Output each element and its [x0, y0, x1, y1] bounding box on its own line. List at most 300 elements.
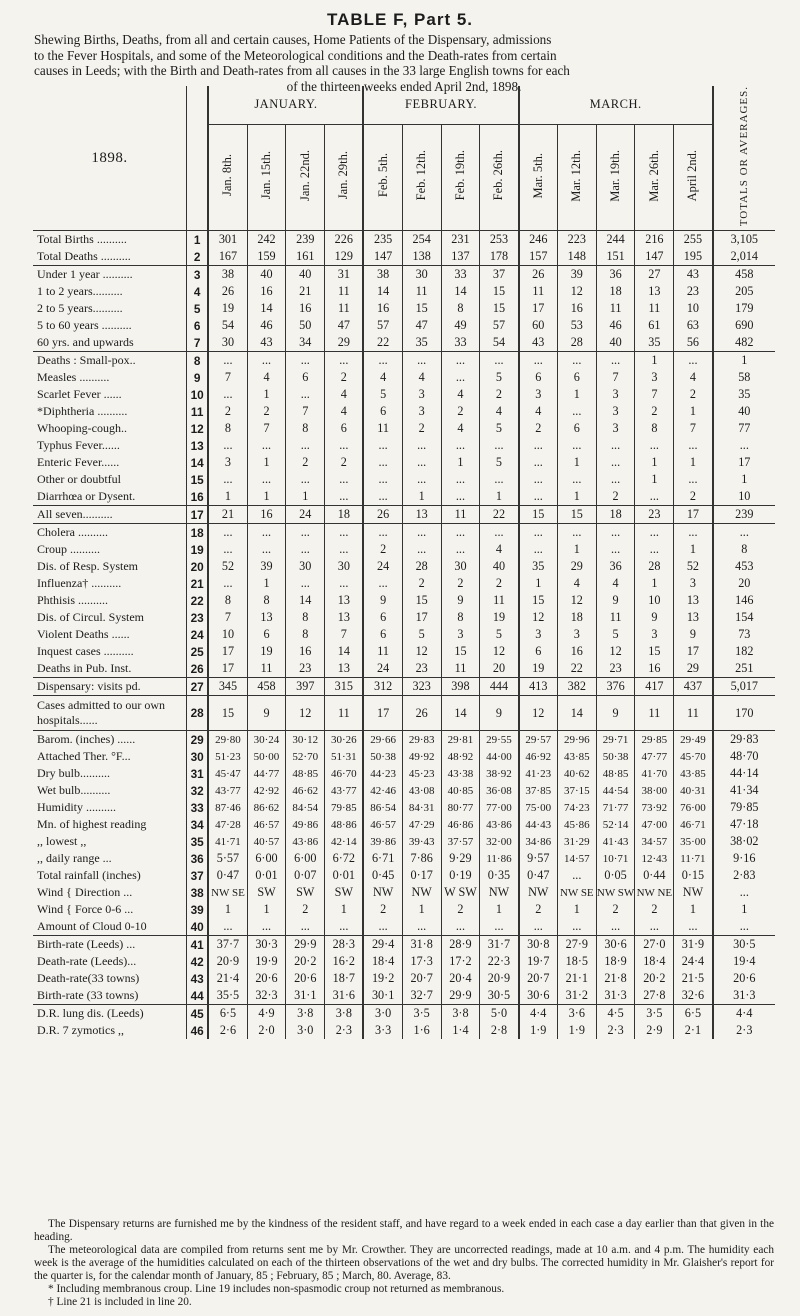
- week-header: Mar. 5th.: [530, 152, 545, 199]
- table-cell: ...: [363, 488, 402, 506]
- table-cell: 26: [402, 696, 441, 731]
- total-cell: 205: [713, 283, 775, 300]
- table-cell: 29: [557, 558, 596, 575]
- row-number: 17: [187, 506, 209, 524]
- table-cell: 2: [208, 403, 247, 420]
- table-cell: 24: [286, 506, 325, 524]
- table-cell: 1: [402, 488, 441, 506]
- table-cell: 5: [480, 420, 519, 437]
- total-cell: 182: [713, 643, 775, 660]
- table-cell: 50·00: [247, 748, 286, 765]
- table-cell: ...: [441, 524, 480, 542]
- table-cell: ...: [441, 352, 480, 370]
- table-cell: ...: [402, 437, 441, 454]
- table-cell: 52·14: [596, 816, 635, 833]
- table-cell: 40: [247, 266, 286, 284]
- row-number: 13: [187, 437, 209, 454]
- total-cell: 9·16: [713, 850, 775, 867]
- table-cell: 37: [480, 266, 519, 284]
- table-cell: 4: [557, 575, 596, 592]
- month-february: FEBRUARY.: [363, 86, 518, 124]
- table-cell: 5: [596, 626, 635, 643]
- table-cell: 37·57: [441, 833, 480, 850]
- row-number: 39: [187, 901, 209, 918]
- week-header: Feb. 5th.: [375, 153, 390, 198]
- row-number: 11: [187, 403, 209, 420]
- table-cell: 20·7: [402, 970, 441, 987]
- table-cell: 28·3: [325, 936, 364, 954]
- table-row: [33, 626, 775, 643]
- table-row: [33, 987, 775, 1005]
- table-cell: 3: [557, 626, 596, 643]
- table-cell: 14: [363, 283, 402, 300]
- total-cell: 170: [713, 696, 775, 731]
- table-cell: ...: [441, 437, 480, 454]
- week-header: Mar. 26th.: [646, 149, 661, 202]
- row-number: 18: [187, 524, 209, 542]
- table-cell: 7: [208, 609, 247, 626]
- statistics-table: [33, 86, 775, 1039]
- table-cell: 3: [596, 420, 635, 437]
- row-label: Measles ..........: [37, 370, 110, 385]
- table-cell: 31·7: [480, 936, 519, 954]
- week-header: Jan. 15th.: [258, 151, 273, 200]
- table-cell: 7: [247, 420, 286, 437]
- table-cell: 4: [596, 575, 635, 592]
- row-label: Total rainfall (inches): [37, 868, 141, 883]
- table-cell: 40·57: [247, 833, 286, 850]
- table-cell: 9·29: [441, 850, 480, 867]
- table-cell: 49·92: [402, 748, 441, 765]
- intro-line-2: to the Fever Hospitals, and some of the Meteorological conditions and the Death-rates from certain: [34, 47, 557, 63]
- table-cell: 11·86: [480, 850, 519, 867]
- table-cell: 4: [480, 403, 519, 420]
- table-cell: 17: [363, 696, 402, 731]
- table-cell: ...: [557, 437, 596, 454]
- table-cell: ...: [325, 352, 364, 370]
- table-cell: 15: [635, 643, 674, 660]
- row-label: 2 to 5 years..........: [37, 301, 123, 316]
- row-number: 38: [187, 884, 209, 901]
- table-cell: 6·71: [363, 850, 402, 867]
- table-cell: 9: [441, 592, 480, 609]
- table-cell: ...: [519, 488, 558, 506]
- row-label: *Diphtheria ..........: [37, 404, 128, 419]
- table-cell: 0·47: [519, 867, 558, 884]
- table-cell: 30: [208, 334, 247, 352]
- table-cell: 86·62: [247, 799, 286, 816]
- table-cell: 2·9: [635, 1022, 674, 1039]
- table-cell: 46·71: [674, 816, 713, 833]
- row-number: 9: [187, 369, 209, 386]
- table-cell: 1: [402, 901, 441, 918]
- table-cell: 38·92: [480, 765, 519, 782]
- row-number: 28: [187, 696, 209, 731]
- row-label: Wind { Force 0-6 ...: [37, 902, 134, 917]
- table-row: [33, 1005, 775, 1023]
- table-cell: 6: [286, 369, 325, 386]
- table-cell: 3·8: [441, 1005, 480, 1023]
- table-cell: 437: [674, 678, 713, 696]
- table-cell: 4: [325, 386, 364, 403]
- table-cell: 28·9: [441, 936, 480, 954]
- table-cell: 14: [441, 283, 480, 300]
- table-cell: 57: [480, 317, 519, 334]
- table-cell: 23: [635, 506, 674, 524]
- table-cell: 45·70: [674, 748, 713, 765]
- table-cell: 29·49: [674, 731, 713, 749]
- table-cell: ...: [519, 437, 558, 454]
- total-cell: 1: [713, 901, 775, 918]
- footnote-influenza: † Line 21 is included in line 20.: [48, 1296, 192, 1308]
- table-cell: 7: [208, 369, 247, 386]
- table-cell: 8: [441, 609, 480, 626]
- table-cell: 8: [286, 626, 325, 643]
- table-cell: 0·45: [363, 867, 402, 884]
- table-cell: ...: [674, 918, 713, 936]
- table-cell: 41·23: [519, 765, 558, 782]
- table-cell: ...: [635, 488, 674, 506]
- total-cell: 38·02: [713, 833, 775, 850]
- table-cell: 3·0: [363, 1005, 402, 1023]
- table-cell: ...: [402, 524, 441, 542]
- table-cell: ...: [363, 471, 402, 488]
- total-cell: ...: [713, 918, 775, 936]
- table-row: [33, 506, 775, 524]
- table-cell: ...: [596, 437, 635, 454]
- row-label: Enteric Fever......: [37, 455, 120, 470]
- table-cell: 14·57: [557, 850, 596, 867]
- table-cell: 38·00: [635, 782, 674, 799]
- table-cell: 6·72: [325, 850, 364, 867]
- table-cell: ...: [480, 918, 519, 936]
- table-cell: ...: [363, 352, 402, 370]
- table-cell: 43·86: [286, 833, 325, 850]
- table-cell: 9·57: [519, 850, 558, 867]
- table-cell: ...: [363, 437, 402, 454]
- table-row: [33, 953, 775, 970]
- table-cell: 73·92: [635, 799, 674, 816]
- table-cell: 137: [441, 248, 480, 266]
- table-cell: 15: [519, 506, 558, 524]
- table-cell: 4·4: [519, 1005, 558, 1023]
- table-cell: 47·00: [635, 816, 674, 833]
- table-cell: 52·70: [286, 748, 325, 765]
- row-label: Typhus Fever......: [37, 438, 120, 453]
- table-cell: 216: [635, 231, 674, 249]
- table-cell: 35·5: [208, 987, 247, 1005]
- table-row: [33, 833, 775, 850]
- table-cell: 3: [635, 626, 674, 643]
- table-row: [33, 403, 775, 420]
- table-cell: 50·38: [363, 748, 402, 765]
- table-cell: 30·6: [519, 987, 558, 1005]
- table-cell: ...: [441, 488, 480, 506]
- table-cell: 46·62: [286, 782, 325, 799]
- table-cell: 29: [325, 334, 364, 352]
- table-cell: ...: [441, 918, 480, 936]
- table-cell: 27: [635, 266, 674, 284]
- table-cell: 12: [596, 643, 635, 660]
- row-number: 21: [187, 575, 209, 592]
- table-cell: NW SW: [596, 884, 635, 901]
- week-header: Mar. 12th.: [569, 149, 584, 202]
- table-cell: 43·08: [402, 782, 441, 799]
- row-number: 25: [187, 643, 209, 660]
- table-cell: 5·57: [208, 850, 247, 867]
- table-cell: 11: [441, 660, 480, 678]
- table-cell: 46·86: [441, 816, 480, 833]
- row-label: All seven..........: [33, 506, 187, 524]
- table-row: [33, 678, 775, 696]
- table-cell: 178: [480, 248, 519, 266]
- table-cell: 21·5: [674, 970, 713, 987]
- table-cell: 2·3: [325, 1022, 364, 1039]
- row-label: Deaths : Small-pox..: [37, 353, 136, 368]
- table-cell: 42·46: [363, 782, 402, 799]
- table-cell: 4·5: [596, 1005, 635, 1023]
- table-cell: 1: [286, 488, 325, 506]
- table-cell: 12: [402, 643, 441, 660]
- table-row: [33, 334, 775, 352]
- table-cell: 15: [480, 300, 519, 317]
- table-cell: 3·5: [402, 1005, 441, 1023]
- table-cell: 36: [596, 558, 635, 575]
- table-cell: 4: [519, 403, 558, 420]
- row-label: Birth-rate (33 towns): [33, 987, 187, 1005]
- table-cell: ...: [208, 386, 247, 403]
- row-number: 8: [187, 352, 209, 370]
- table-cell: 47·28: [208, 816, 247, 833]
- table-cell: ...: [557, 867, 596, 884]
- table-cell: 9: [247, 696, 286, 731]
- table-cell: 43·85: [674, 765, 713, 782]
- row-label: Total Deaths ..........: [33, 248, 187, 266]
- table-cell: NW: [674, 884, 713, 901]
- table-cell: 35·00: [674, 833, 713, 850]
- row-number: 36: [187, 850, 209, 867]
- table-cell: 20·6: [247, 970, 286, 987]
- table-cell: 253: [480, 231, 519, 249]
- table-cell: 16: [286, 300, 325, 317]
- table-cell: 9: [635, 609, 674, 626]
- row-number: 42: [187, 953, 209, 970]
- table-cell: 43·86: [480, 816, 519, 833]
- table-cell: 4: [363, 369, 402, 386]
- table-cell: 41·43: [596, 833, 635, 850]
- table-cell: 1: [674, 541, 713, 558]
- table-cell: 32·00: [480, 833, 519, 850]
- table-cell: 18·5: [557, 953, 596, 970]
- table-cell: ...: [480, 471, 519, 488]
- table-cell: 5: [480, 454, 519, 471]
- row-label: ,, daily range ...: [37, 851, 112, 866]
- table-cell: 10: [208, 626, 247, 643]
- table-cell: 2: [402, 420, 441, 437]
- total-cell: 146: [713, 592, 775, 609]
- table-cell: 37·7: [208, 936, 247, 954]
- row-label: Under 1 year ..........: [37, 267, 133, 282]
- table-cell: 11: [635, 696, 674, 731]
- table-cell: 43·85: [557, 748, 596, 765]
- row-number: 23: [187, 609, 209, 626]
- table-cell: 23: [402, 660, 441, 678]
- table-cell: 0·15: [674, 867, 713, 884]
- table-cell: NW SE: [557, 884, 596, 901]
- table-cell: 0·19: [441, 867, 480, 884]
- table-cell: ...: [519, 454, 558, 471]
- intro-line-4: of the thirteen weeks ended April 2nd, 1898.: [286, 78, 522, 94]
- table-row: [33, 266, 775, 284]
- table-cell: 15: [441, 643, 480, 660]
- total-cell: 179: [713, 300, 775, 317]
- table-cell: ...: [208, 918, 247, 936]
- table-cell: ...: [480, 352, 519, 370]
- table-cell: 8: [441, 300, 480, 317]
- table-cell: ...: [519, 524, 558, 542]
- table-cell: ...: [247, 918, 286, 936]
- table-cell: ...: [441, 471, 480, 488]
- row-label: Dispensary: visits pd.: [33, 678, 187, 696]
- table-cell: 13: [325, 592, 364, 609]
- table-row: [33, 782, 775, 799]
- table-cell: 15: [519, 592, 558, 609]
- table-cell: 8: [247, 592, 286, 609]
- table-cell: 2·3: [596, 1022, 635, 1039]
- table-cell: 42·92: [247, 782, 286, 799]
- total-cell: 690: [713, 317, 775, 334]
- row-number: 2: [187, 248, 209, 266]
- table-cell: 2·0: [247, 1022, 286, 1039]
- table-cell: 16: [635, 660, 674, 678]
- total-cell: ...: [713, 437, 775, 454]
- table-cell: 398: [441, 678, 480, 696]
- row-label: Deaths in Pub. Inst.: [33, 660, 187, 678]
- table-cell: 23: [674, 283, 713, 300]
- table-cell: ...: [402, 454, 441, 471]
- total-cell: 1: [713, 471, 775, 488]
- table-cell: 30·1: [363, 987, 402, 1005]
- table-cell: 20·2: [635, 970, 674, 987]
- year-header: 1898.: [33, 86, 187, 231]
- table-cell: 21: [208, 506, 247, 524]
- table-cell: 84·31: [402, 799, 441, 816]
- table-cell: 5·0: [480, 1005, 519, 1023]
- table-cell: 157: [519, 248, 558, 266]
- table-cell: 29·55: [480, 731, 519, 749]
- table-cell: 16: [247, 506, 286, 524]
- table-cell: 30: [325, 558, 364, 575]
- table-cell: 29·83: [402, 731, 441, 749]
- table-cell: 239: [286, 231, 325, 249]
- table-cell: 33: [441, 334, 480, 352]
- table-cell: ...: [402, 541, 441, 558]
- table-cell: 151: [596, 248, 635, 266]
- table-cell: 74·23: [557, 799, 596, 816]
- table-cell: 315: [325, 678, 364, 696]
- table-cell: ...: [519, 541, 558, 558]
- table-row: [33, 936, 775, 954]
- table-cell: 2·1: [674, 1022, 713, 1039]
- table-cell: 11: [247, 660, 286, 678]
- table-row: [33, 575, 775, 592]
- table-cell: 11: [325, 696, 364, 731]
- table-cell: ...: [208, 437, 247, 454]
- total-cell: 58: [713, 369, 775, 386]
- table-cell: 1: [635, 352, 674, 370]
- table-cell: 24: [363, 558, 402, 575]
- table-row: [33, 748, 775, 765]
- table-row: [33, 731, 775, 749]
- table-cell: 40·85: [441, 782, 480, 799]
- table-cell: ...: [286, 437, 325, 454]
- table-cell: 29·71: [596, 731, 635, 749]
- table-row: [33, 609, 775, 626]
- table-cell: 5: [363, 386, 402, 403]
- table-cell: 1: [557, 488, 596, 506]
- table-cell: 8: [208, 592, 247, 609]
- table-cell: 0·35: [480, 867, 519, 884]
- table-cell: 47·77: [635, 748, 674, 765]
- table-row: [33, 816, 775, 833]
- row-label: Cases admitted to our own hospitals......: [33, 696, 187, 731]
- table-cell: 36: [596, 266, 635, 284]
- table-cell: ...: [325, 471, 364, 488]
- row-number: 7: [187, 334, 209, 352]
- table-cell: ...: [402, 352, 441, 370]
- table-cell: 18: [596, 283, 635, 300]
- table-cell: 0·01: [325, 867, 364, 884]
- table-cell: 5: [480, 626, 519, 643]
- table-cell: 26: [363, 506, 402, 524]
- table-row: [33, 643, 775, 660]
- table-cell: 1: [247, 575, 286, 592]
- table-cell: 19: [247, 643, 286, 660]
- footnote-diphtheria: * Including membranous croup. Line 19 includes non-spasmodic croup not returned as membranous.: [48, 1283, 505, 1295]
- table-cell: 1: [247, 901, 286, 918]
- week-header: Feb. 12th.: [414, 150, 429, 201]
- table-cell: 17: [674, 506, 713, 524]
- table-cell: ...: [402, 918, 441, 936]
- table-cell: 2: [674, 386, 713, 403]
- table-cell: 60: [519, 317, 558, 334]
- table-cell: 1·9: [519, 1022, 558, 1039]
- table-cell: 0·01: [247, 867, 286, 884]
- table-cell: 1: [635, 471, 674, 488]
- row-label: Other or doubtful: [37, 472, 121, 487]
- table-cell: 11: [441, 506, 480, 524]
- row-number: 5: [187, 300, 209, 317]
- table-cell: 30·24: [247, 731, 286, 749]
- table-cell: ...: [519, 918, 558, 936]
- total-cell: 2,014: [713, 248, 775, 266]
- row-number: 31: [187, 765, 209, 782]
- table-cell: 6: [247, 626, 286, 643]
- table-cell: ...: [325, 488, 364, 506]
- table-cell: 38: [363, 266, 402, 284]
- table-cell: 27·8: [635, 987, 674, 1005]
- row-label: Cholera ..........: [37, 525, 108, 540]
- table-cell: 23: [596, 660, 635, 678]
- table-cell: 40·62: [557, 765, 596, 782]
- table-row: [33, 471, 775, 488]
- table-cell: 39·86: [363, 833, 402, 850]
- table-cell: 1: [480, 901, 519, 918]
- table-cell: 86·54: [363, 799, 402, 816]
- totals-header: TOTALS OR AVERAGES.: [738, 86, 751, 227]
- row-label: Inquest cases ..........: [37, 644, 134, 659]
- footnotes: [34, 1218, 774, 1309]
